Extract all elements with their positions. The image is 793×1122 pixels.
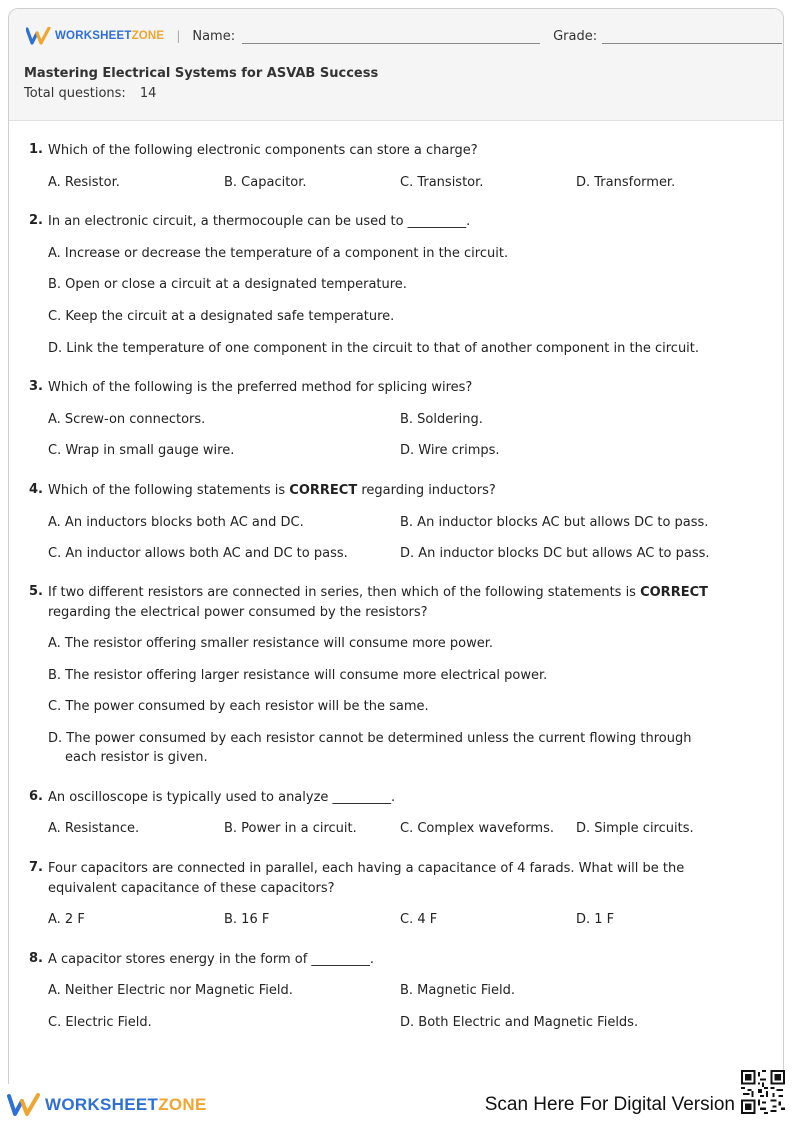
footer-brand <box>7 1093 207 1117</box>
option-a[interactable]: A. Resistor. <box>48 175 120 190</box>
brand-logo: WORKSHEETZONE <box>55 30 165 42</box>
question-text: Which of the following electronic components can store a charge? <box>48 143 478 158</box>
question-text: A capacitor stores energy in the form of _________. <box>48 952 375 967</box>
option-c[interactable]: C. Complex waveforms. <box>400 821 555 836</box>
option-a[interactable]: A. Neither Electric nor Magnetic Field. <box>48 983 293 998</box>
option-c[interactable]: C. 4 F <box>400 912 438 927</box>
worksheet-zone-logo-icon <box>26 27 51 45</box>
question-number: 8. <box>29 951 43 966</box>
question-text: If two different resistors are connected in series, then which of the following statements is CORRECT regarding the electrical power consumed by the resistors? <box>48 585 708 620</box>
name-field[interactable] <box>242 42 540 44</box>
option-a[interactable]: A. Resistance. <box>48 821 140 836</box>
option-a[interactable]: A. Increase or decrease the temperature of a component in the circuit. <box>48 246 509 261</box>
option-a[interactable]: A. Screw-on connectors. <box>48 412 206 427</box>
option-b[interactable]: B. 16 F <box>224 912 270 927</box>
question-number: 1. <box>29 142 43 157</box>
qr-code-icon[interactable] <box>741 1070 785 1114</box>
option-b[interactable]: B. Soldering. <box>400 412 483 427</box>
question-number: 2. <box>29 213 43 228</box>
option-a[interactable]: A. An inductors blocks both AC and DC. <box>48 515 304 530</box>
option-b[interactable]: B. Open or close a circuit at a designated temperature. <box>48 277 407 292</box>
option-b[interactable]: B. The resistor offering larger resistance will consume more electrical power. <box>48 668 548 683</box>
option-c[interactable]: C. Transistor. <box>400 175 484 190</box>
worksheet-page <box>8 8 784 1084</box>
scan-prompt: Scan Here For Digital Version <box>484 1094 735 1115</box>
question-text: Which of the following statements is CORRECT regarding inductors? <box>48 483 496 498</box>
option-a[interactable]: A. The resistor offering smaller resistance will consume more power. <box>48 636 494 651</box>
option-c[interactable]: C. Wrap in small gauge wire. <box>48 443 235 458</box>
question-number: 3. <box>29 379 43 394</box>
option-c[interactable]: C. Electric Field. <box>48 1015 152 1030</box>
total-questions-count: 14 <box>139 86 157 101</box>
worksheet-title: Mastering Electrical Systems for ASVAB Success <box>24 66 379 81</box>
total-questions <box>24 86 156 101</box>
option-b[interactable]: B. Magnetic Field. <box>400 983 515 998</box>
worksheet-header <box>9 9 783 121</box>
option-d[interactable]: D. Simple circuits. <box>576 821 694 836</box>
option-c[interactable]: C. An inductor allows both AC and DC to pass. <box>48 546 348 561</box>
option-b[interactable]: B. Capacitor. <box>224 175 307 190</box>
option-d[interactable]: D. Transformer. <box>576 175 676 190</box>
question-number: 4. <box>29 482 43 497</box>
grade-label: Grade: <box>553 28 598 44</box>
question-text: In an electronic circuit, a thermocouple can be used to _________. <box>48 214 471 229</box>
option-d[interactable]: D. An inductor blocks DC but allows AC to pass. <box>400 546 710 561</box>
option-d[interactable]: D. Both Electric and Magnetic Fields. <box>400 1015 639 1030</box>
option-d[interactable]: D. Wire crimps. <box>400 443 500 458</box>
option-c[interactable]: C. The power consumed by each resistor will be the same. <box>48 699 429 714</box>
question-number: 7. <box>29 860 43 875</box>
option-d[interactable]: D. Link the temperature of one component in the circuit to that of another component in the circuit. <box>48 341 700 356</box>
option-a[interactable]: A. 2 F <box>48 912 85 927</box>
question-text: Which of the following is the preferred method for splicing wires? <box>48 380 473 395</box>
option-d[interactable]: D. The power consumed by each resistor cannot be determined unless the current flowing through each resistor is given. <box>48 731 692 765</box>
question-text: Four capacitors are connected in parallel, each having a capacitance of 4 farads. What will be the equivalent capacitance of these capacitors? <box>48 861 685 896</box>
worksheet-zone-logo-icon <box>7 1093 41 1117</box>
grade-field[interactable] <box>602 42 782 44</box>
question-number: 5. <box>29 584 43 599</box>
question-number: 6. <box>29 789 43 804</box>
name-label: Name: <box>192 28 236 44</box>
header-divider: | <box>176 29 181 43</box>
option-d[interactable]: D. 1 F <box>576 912 615 927</box>
option-b[interactable]: B. An inductor blocks AC but allows DC to pass. <box>400 515 709 530</box>
option-c[interactable]: C. Keep the circuit at a designated safe temperature. <box>48 309 395 324</box>
header-row <box>26 25 782 47</box>
option-b[interactable]: B. Power in a circuit. <box>224 821 357 836</box>
footer-brand-text: WORKSHEETZONE <box>45 1095 207 1114</box>
question-text: An oscilloscope is typically used to analyze _________. <box>48 790 396 805</box>
total-questions-label: Total questions: <box>24 86 126 101</box>
